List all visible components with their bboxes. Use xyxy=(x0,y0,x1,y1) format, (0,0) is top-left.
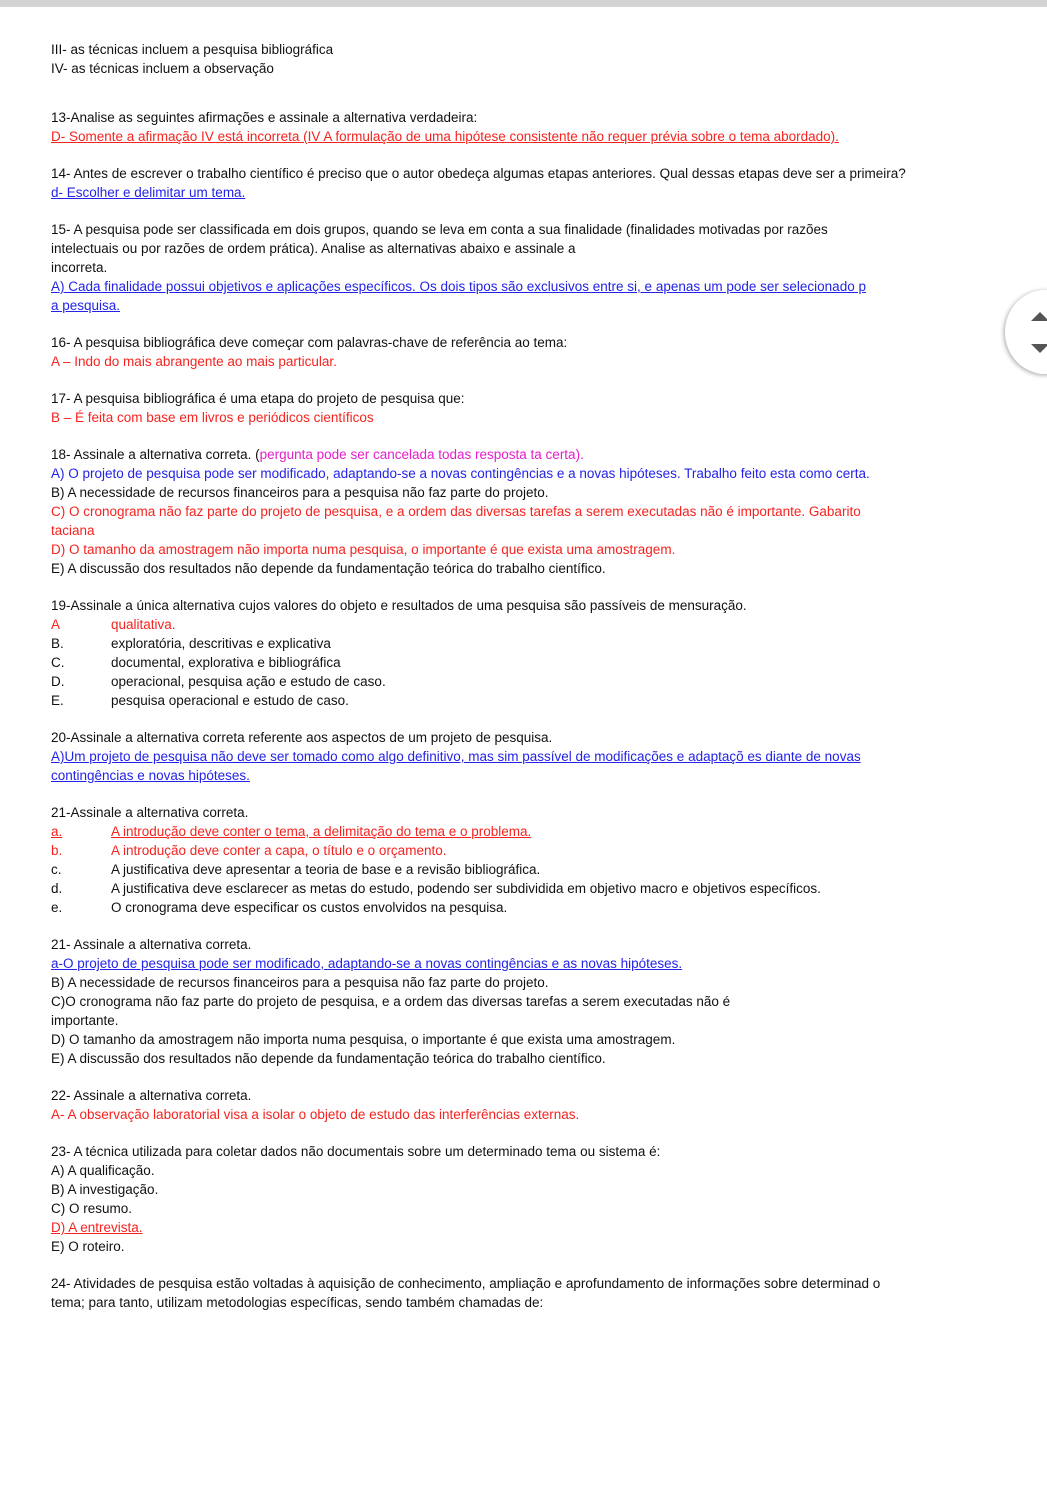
option-key: e. xyxy=(51,900,63,915)
q13-answer: D- Somente a afirmação IV está incorreta (IV A formulação de uma hipótese consistente não requer prévia sobre o tema abordado). xyxy=(51,129,839,144)
q15-question-l2: intelectuais ou por razões de ordem prática). Analise as alternativas abaixo e assinale a xyxy=(51,241,576,256)
q20-answer-l2: contingências e novas hipóteses. xyxy=(51,768,250,783)
q21a-option-a xyxy=(51,822,1041,841)
q15-answer-l2: a pesquisa. xyxy=(51,298,121,313)
option-text: documental, explorativa e bibliográfica xyxy=(111,655,341,670)
q21b-option-b: B) A necessidade de recursos financeiros para a pesquisa não faz parte do projeto. xyxy=(51,975,549,990)
q21b-option-e: E) A discussão dos resultados não depende da fundamentação teórica do trabalho científico. xyxy=(51,1051,606,1066)
scroll-down-icon[interactable] xyxy=(1031,344,1047,353)
q18-question xyxy=(51,445,1041,464)
option-key: B. xyxy=(51,636,64,651)
q18-option-b: B) A necessidade de recursos financeiros para a pesquisa não faz parte do projeto. xyxy=(51,485,549,500)
q14-answer: d- Escolher e delimitar um tema. xyxy=(51,185,246,200)
q22-answer: A- A observação laboratorial visa a isolar o objeto de estudo das interferências externas. xyxy=(51,1107,580,1122)
q18-note: pergunta pode ser cancelada todas resposta ta certa). xyxy=(259,447,584,462)
scroll-up-icon[interactable] xyxy=(1031,312,1047,321)
q21b-option-a: a-O projeto de pesquisa pode ser modificado, adaptando-se a novas contingências e as novas hipóteses. xyxy=(51,956,683,971)
option-text: A justificativa deve esclarecer as metas do estudo, podendo ser subdividida em objetivo macro e objetivos específicos. xyxy=(111,881,821,896)
q18-option-d: D) O tamanho da amostragem não importa numa pesquisa, o importante é que exista uma amostragem. xyxy=(51,542,676,557)
q23-option-a: A) A qualificação. xyxy=(51,1163,155,1178)
q19-option-d xyxy=(51,672,1041,691)
q18-option-a: A) O projeto de pesquisa pode ser modificado, adaptando-se a novas contingências e a novas hipóteses. Trabalho feito esta como certa. xyxy=(51,466,870,481)
q19-option-c xyxy=(51,653,1041,672)
q19-option-b xyxy=(51,634,1041,653)
q24-question-l1: 24- Atividades de pesquisa estão voltadas à aquisição de conhecimento, ampliação e aprofundamento de informações sobre determinad o xyxy=(51,1276,881,1291)
option-key: E. xyxy=(51,693,64,708)
q23-option-c: C) O resumo. xyxy=(51,1201,133,1216)
q17-answer: B – É feita com base em livros e periódicos científicos xyxy=(51,410,374,425)
q15-answer-l1: A) Cada finalidade possui objetivos e aplicações específicos. Os dois tipos são exclusivos entre si, e apenas um pode ser selecionado p xyxy=(51,279,866,294)
q24-question-l2: tema; para tanto, utilizam metodologias específicas, sendo também chamadas de: xyxy=(51,1295,544,1310)
option-key: c. xyxy=(51,862,62,877)
q18-option-e: E) A discussão dos resultados não depende da fundamentação teórica do trabalho científico. xyxy=(51,561,606,576)
q23-option-d: D) A entrevista. xyxy=(51,1220,143,1235)
q22-question: 22- Assinale a alternativa correta. xyxy=(51,1088,252,1103)
q15-question-l3: incorreta. xyxy=(51,260,108,275)
q19-question: 19-Assinale a única alternativa cujos valores do objeto e resultados de uma pesquisa são passíveis de mensuração. xyxy=(51,598,747,613)
q20-question: 20-Assinale a alternativa correta referente aos aspectos de um projeto de pesquisa. xyxy=(51,730,553,745)
q21a-option-c xyxy=(51,860,1041,879)
q21b-option-c-l1: C)O cronograma não faz parte do projeto de pesquisa, e a ordem das diversas tarefas a serem executadas não é xyxy=(51,994,731,1009)
q20-answer-l1: A)Um projeto de pesquisa não deve ser tomado como algo definitivo, mas sim passível de modificações e adaptaçõ es diante de novas xyxy=(51,749,861,764)
option-text: qualitativa. xyxy=(111,617,176,632)
q21a-question: 21-Assinale a alternativa correta. xyxy=(51,805,249,820)
q14-question: 14- Antes de escrever o trabalho científico é preciso que o autor obedeça algumas etapas anteriores. Qual dessas etapas deve ser a primeira? xyxy=(51,166,906,181)
option-text: A introdução deve conter o tema, a delimitação do tema e o problema. xyxy=(111,824,532,839)
q17-question: 17- A pesquisa bibliográfica é uma etapa do projeto de pesquisa que: xyxy=(51,391,465,406)
option-text: operacional, pesquisa ação e estudo de caso. xyxy=(111,674,386,689)
q13-question: 13-Analise as seguintes afirmações e assinale a alternativa verdadeira: xyxy=(51,110,478,125)
q18-option-c-l1: C) O cronograma não faz parte do projeto de pesquisa, e a ordem das diversas tarefas a serem executadas não é importante. Gabarito xyxy=(51,504,861,519)
q21b-question: 21- Assinale a alternativa correta. xyxy=(51,937,252,952)
option-text: exploratória, descritivas e explicativa xyxy=(111,636,331,651)
q19-option-a xyxy=(51,615,1041,634)
option-key: b. xyxy=(51,843,63,858)
intro-line-3: III- as técnicas incluem a pesquisa bibliográfica xyxy=(51,42,334,57)
q15-question-l1: 15- A pesquisa pode ser classificada em dois grupos, quando se leva em conta a sua finalidade (finalidades motivadas por razões xyxy=(51,222,828,237)
q21a-option-b xyxy=(51,841,1041,860)
q18-option-c-l2: taciana xyxy=(51,523,95,538)
option-text: A introdução deve conter a capa, o título e o orçamento. xyxy=(111,843,447,858)
option-text: pesquisa operacional e estudo de caso. xyxy=(111,693,349,708)
option-text: O cronograma deve especificar os custos envolvidos na pesquisa. xyxy=(111,900,508,915)
option-text: A justificativa deve apresentar a teoria de base e a revisão bibliográfica. xyxy=(111,862,541,877)
top-bar xyxy=(0,0,1047,7)
option-key: A xyxy=(51,617,61,632)
q21a-option-e xyxy=(51,898,1041,917)
q19-option-e xyxy=(51,691,1041,710)
intro-line-4: IV- as técnicas incluem a observação xyxy=(51,61,274,76)
q21b-option-c-l2: importante. xyxy=(51,1013,119,1028)
option-key: a. xyxy=(51,824,63,839)
q23-option-e: E) O roteiro. xyxy=(51,1239,125,1254)
option-key: C. xyxy=(51,655,65,670)
q18-question-text: 18- Assinale a alternativa correta. ( xyxy=(51,447,260,462)
q16-answer: A – Indo do mais abrangente ao mais particular. xyxy=(51,354,337,369)
option-key: D. xyxy=(51,674,65,689)
q23-question: 23- A técnica utilizada para coletar dados não documentais sobre um determinado tema ou sistema é: xyxy=(51,1144,661,1159)
q21b-option-d: D) O tamanho da amostragem não importa numa pesquisa, o importante é que exista uma amostragem. xyxy=(51,1032,676,1047)
document-body xyxy=(51,40,1041,1312)
q21a-option-d xyxy=(51,879,1041,898)
q23-option-b: B) A investigação. xyxy=(51,1182,159,1197)
option-key: d. xyxy=(51,881,63,896)
q16-question: 16- A pesquisa bibliográfica deve começar com palavras-chave de referência ao tema: xyxy=(51,335,568,350)
